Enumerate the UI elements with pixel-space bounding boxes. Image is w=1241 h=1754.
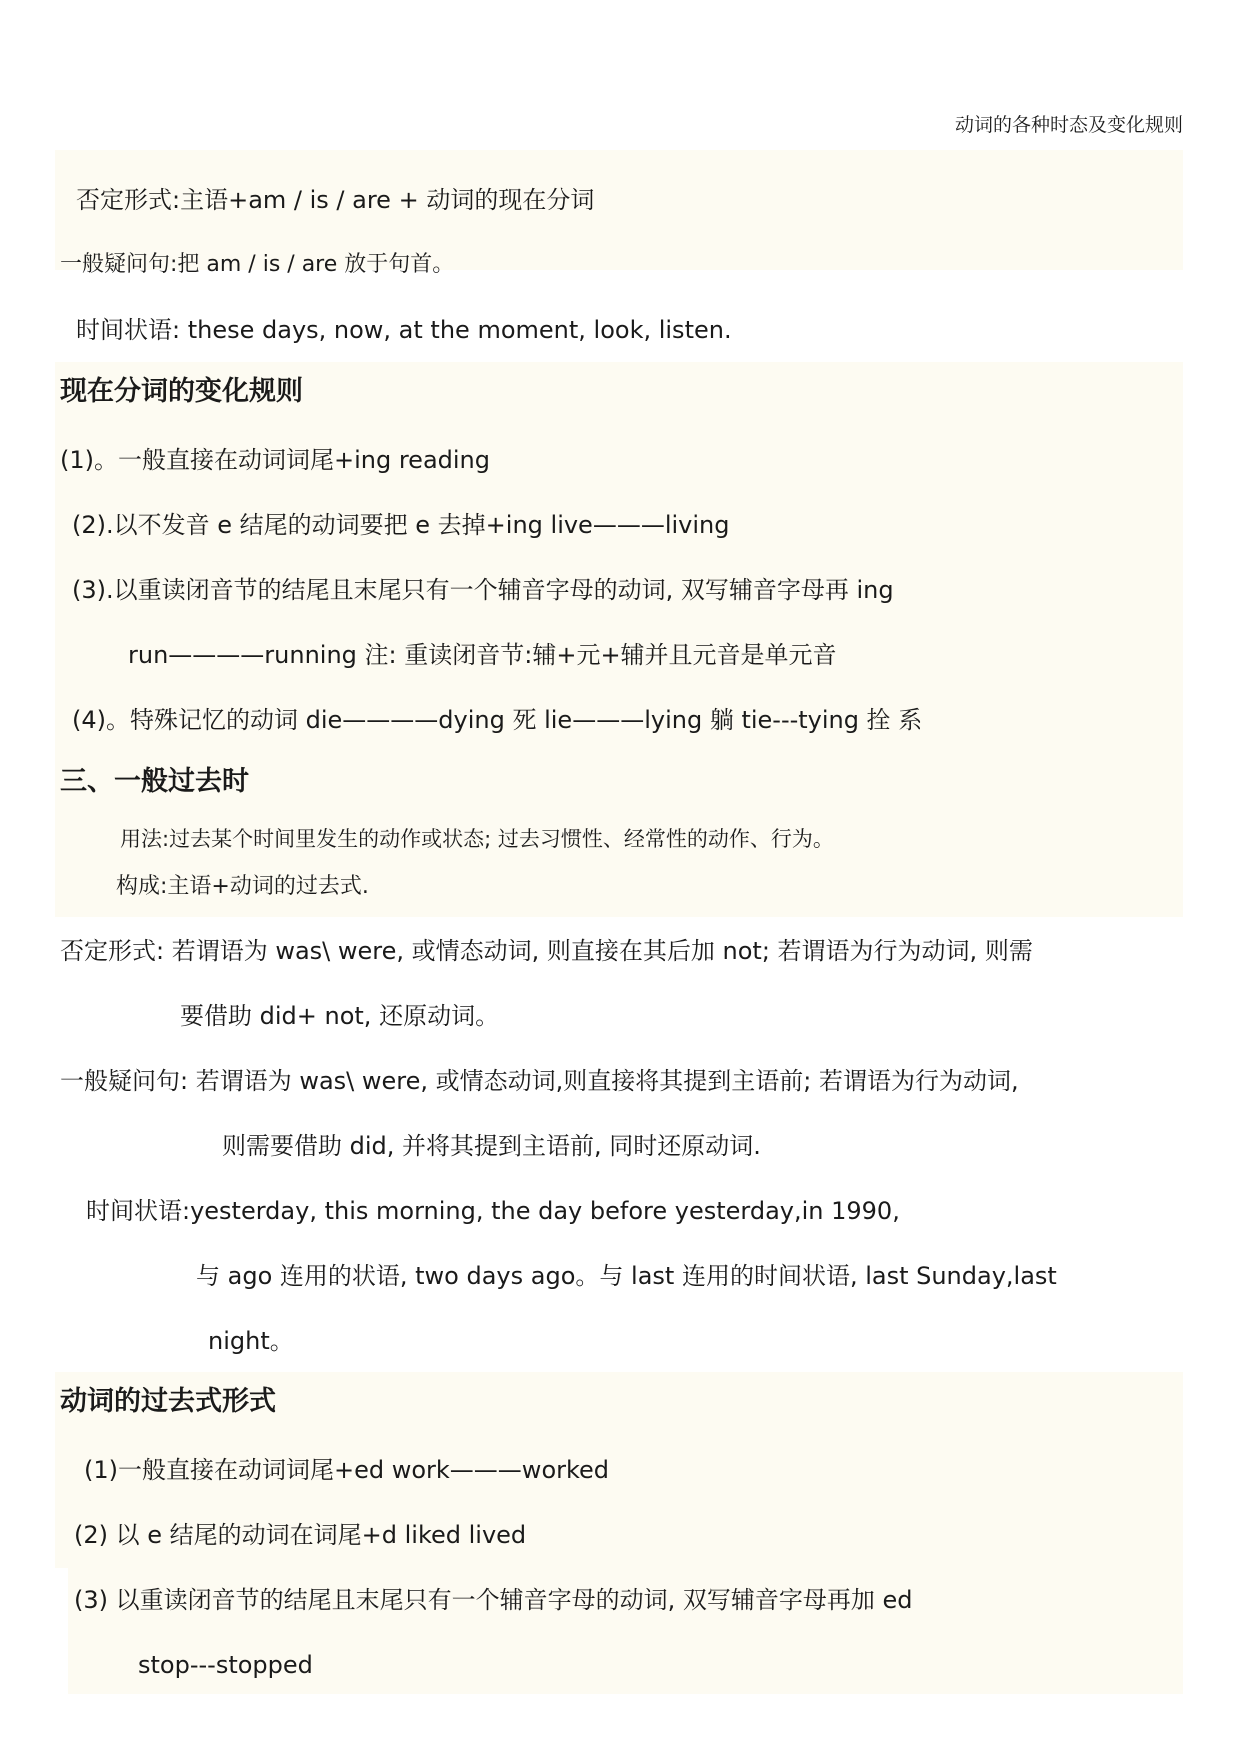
page-header-title: 动词的各种时态及变化规则 (954, 114, 1183, 136)
simple-past-structure: 构成:主语+动词的过去式. (116, 874, 369, 899)
section-heading-past-form: 动词的过去式形式 (60, 1386, 276, 1417)
section-heading-present-participle: 现在分词的变化规则 (60, 376, 303, 407)
time-adverbials-past: 时间状语:yesterday, this morning, the day before yesterday,in 1990, (86, 1197, 900, 1225)
question-form-present: 一般疑问句:把 am / is / are 放于句首。 (60, 252, 455, 277)
past-rule-3: (3) 以重读闭音节的结尾且末尾只有一个辅音字母的动词, 双写辅音字母再加 ed (74, 1586, 913, 1614)
negative-form-present: 否定形式:主语+am / is / are + 动词的现在分词 (76, 186, 595, 214)
negative-form-past: 否定形式: 若谓语为 was\ were, 或情态动词, 则直接在其后加 not; 若谓语为行为动词, 则需 (60, 937, 1033, 965)
rule-1-ing: (1)。一般直接在动词词尾+ing reading (60, 446, 491, 474)
negative-form-past-cont: 要借助 did+ not, 还原动词。 (180, 1002, 500, 1030)
past-rule-2: (2) 以 e 结尾的动词在词尾+d liked lived (74, 1521, 527, 1549)
simple-past-usage: 用法:过去某个时间里发生的动作或状态; 过去习惯性、经常性的动作、行为。 (120, 827, 834, 851)
rule-4-ing: (4)。特殊记忆的动词 die————dying 死 lie———lying 躺 tie---tying 拴 系 (72, 706, 923, 734)
time-adverbials-past-end: night。 (208, 1327, 294, 1355)
past-rule-1: (1)一般直接在动词词尾+ed work———worked (84, 1456, 610, 1484)
question-form-past: 一般疑问句: 若谓语为 was\ were, 或情态动词,则直接将其提到主语前; 若谓语为行为动词, (60, 1067, 1019, 1095)
section-heading-simple-past: 三、一般过去时 (60, 766, 249, 797)
rule-3-ing: (3).以重读闭音节的结尾且末尾只有一个辅音字母的动词, 双写辅音字母再 ing (72, 576, 894, 604)
past-rule-3-example: stop---stopped (138, 1651, 313, 1679)
question-form-past-cont: 则需要借助 did, 并将其提到主语前, 同时还原动词. (222, 1132, 761, 1160)
time-adverbials-past-cont: 与 ago 连用的状语, two days ago。与 last 连用的时间状语, last Sunday,last (196, 1262, 1057, 1290)
rule-2-ing: (2).以不发音 e 结尾的动词要把 e 去掉+ing live———living (72, 511, 730, 539)
time-adverbials-present: 时间状语: these days, now, at the moment, look, listen. (76, 316, 732, 344)
rule-3-example: run————running 注: 重读闭音节:辅+元+辅并且元音是单元音 (128, 641, 837, 669)
